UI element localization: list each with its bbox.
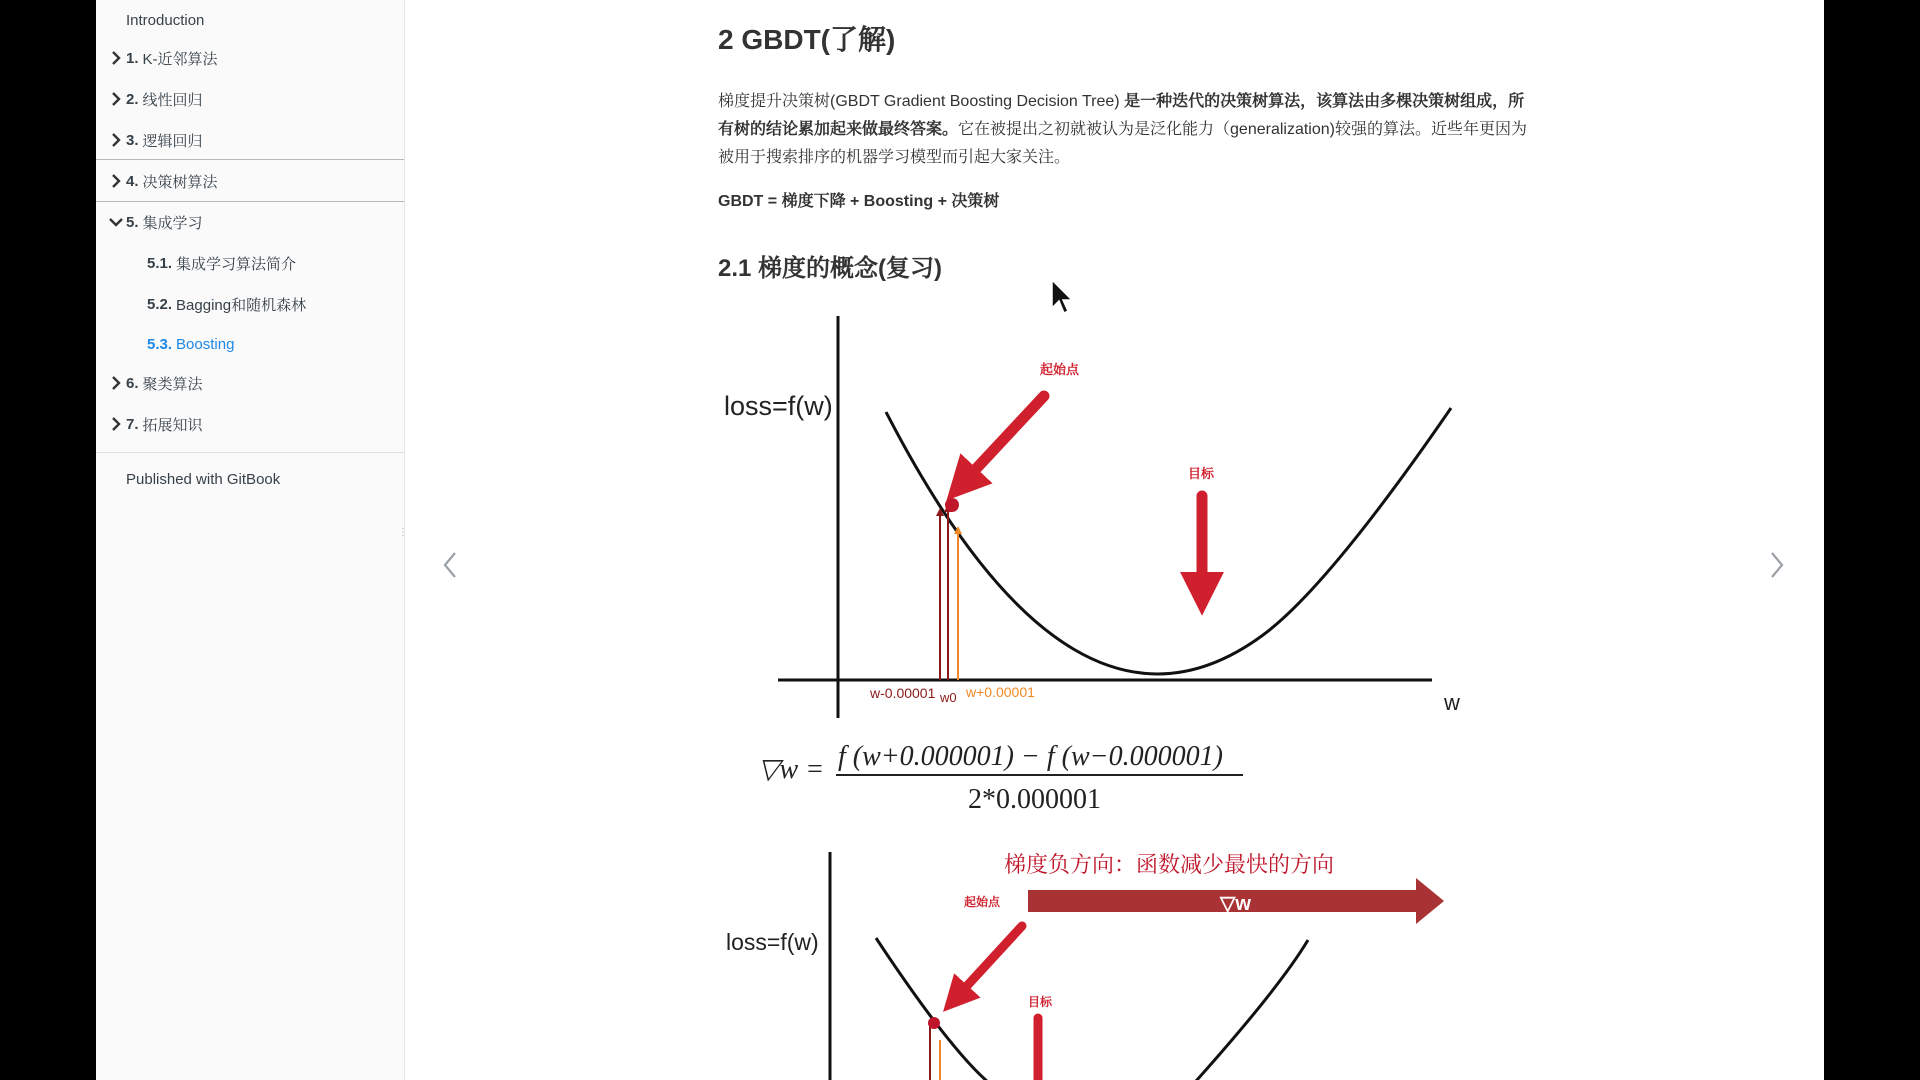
sidebar-resize-handle[interactable]: ⋮ [398, 527, 408, 538]
sidebar-item-label: 决策树算法 [142, 173, 218, 191]
chevron-right-icon[interactable] [108, 173, 124, 189]
intro-text-bold: 是一种迭代的决策树算法，该算法由多棵决策树组成，所有树的结论累加起来做最终答案。 [718, 93, 1525, 138]
chevron-right-icon[interactable] [108, 416, 124, 432]
start-point-dot [945, 498, 959, 512]
mouse-cursor-icon [1050, 278, 1074, 318]
previous-page-button[interactable] [435, 545, 465, 585]
sidebar-item-decision-tree[interactable] [96, 161, 404, 201]
chevron-down-icon[interactable] [108, 214, 124, 230]
start-point-label: 起始点 [964, 895, 1001, 909]
sidebar-item-label: K-近邻算法 [142, 50, 218, 68]
sidebar-item-number: 5.3. [147, 335, 173, 353]
sidebar-item-ensemble-learning[interactable] [96, 202, 404, 242]
sidebar-item-label: Boosting [176, 335, 235, 353]
gradient-formula [758, 741, 1243, 815]
sidebar-item-label: 集成学习 [142, 214, 203, 232]
sidebar-item-linear-regression[interactable] [96, 79, 404, 119]
w0-label: w0 [940, 690, 957, 705]
gradient-concept-figure [718, 300, 1478, 1080]
intro-text-end: 它在被提出之初就被认为是泛化能力（generalization)较强的算法。近些年更因为被用于搜索排序的机器学习模型而引起大家关注。 [718, 121, 1527, 166]
sidebar-item-introduction[interactable] [96, 0, 404, 40]
sidebar-item-ensemble-intro[interactable] [96, 243, 404, 283]
sidebar-item-number: 7. [126, 415, 139, 433]
sidebar-item-number: 5. [126, 213, 139, 231]
loss-label: loss=f(w) [726, 929, 819, 955]
loss-curve [876, 938, 998, 1080]
w-plus-label: w+0.00001 [966, 684, 1035, 700]
sidebar-item-label: Bagging和随机森林 [176, 296, 307, 314]
start-point-arrow [954, 926, 1022, 1000]
sidebar-item-label: 聚类算法 [142, 375, 203, 393]
chevron-right-icon[interactable] [108, 50, 124, 66]
chevron-right-icon[interactable] [108, 91, 124, 107]
chevron-right-icon[interactable] [108, 132, 124, 148]
gradient-denominator: 2*0.000001 [968, 784, 1101, 815]
sidebar-item-number: 4. [126, 172, 139, 190]
published-with-gitbook-link[interactable] [96, 459, 404, 499]
sidebar-footer-label: Published with GitBook [126, 470, 281, 488]
sidebar-item-logistic-regression[interactable] [96, 120, 404, 160]
upper-plot [724, 316, 1460, 718]
sidebar-item-label: 线性回归 [142, 91, 203, 109]
sidebar-item-number: 3. [126, 131, 139, 149]
target-label: 目标 [1028, 995, 1053, 1009]
subsection-title: 2.1 梯度的概念(复习) [718, 255, 943, 282]
chevron-left-icon [442, 551, 458, 579]
sidebar-item-label: 逻辑回归 [142, 132, 203, 150]
start-point-label: 起始点 [1040, 362, 1080, 377]
negative-gradient-caption: 梯度负方向：函数减少最快的方向 [1004, 852, 1335, 877]
loss-curve-right [1188, 940, 1308, 1080]
sidebar-item-number: 5.1. [147, 254, 173, 272]
sidebar-item-label: 拓展知识 [142, 416, 203, 434]
lower-plot [726, 852, 1444, 1080]
gradient-symbol: ▽w = [758, 754, 825, 785]
sidebar-divider [96, 159, 404, 160]
sidebar-item-number: 5.2. [147, 295, 173, 313]
w-minus-label: w-0.00001 [870, 685, 936, 701]
start-point-arrow [960, 396, 1044, 486]
sidebar-item-number: 2. [126, 90, 139, 108]
sidebar-item-boosting[interactable] [96, 324, 404, 364]
sidebar-item-label: 集成学习算法简介 [176, 255, 297, 273]
sidebar-item-number: 6. [126, 374, 139, 392]
gradient-numerator: f (w+0.000001) − f (w−0.000001) [838, 741, 1223, 772]
sidebar [96, 0, 408, 1080]
gradient-arrow-label: ▽w [1220, 893, 1251, 915]
target-label: 目标 [1188, 466, 1215, 481]
start-point-dot [928, 1017, 940, 1029]
sidebar-item-clustering[interactable] [96, 363, 404, 403]
loss-curve [886, 408, 1451, 674]
section-title: 2 GBDT(了解) [718, 24, 896, 55]
intro-text-start: 梯度提升决策树(GBDT Gradient Boosting Decision Tree) [718, 93, 1125, 110]
sidebar-item-bagging[interactable] [96, 284, 404, 324]
sidebar-item-number: 1. [126, 49, 139, 67]
gbdt-formula: GBDT = 梯度下降 + Boosting + 决策树 [718, 193, 1000, 210]
sidebar-item-label: Introduction [126, 11, 205, 29]
sidebar-divider [96, 452, 404, 453]
w-axis-label: w [1444, 690, 1460, 715]
chevron-right-icon [1769, 551, 1785, 579]
gitbook-app [96, 0, 1824, 1080]
sidebar-item-knn[interactable] [96, 38, 404, 78]
chevron-right-icon[interactable] [108, 375, 124, 391]
loss-label: loss=f(w) [724, 391, 833, 421]
intro-paragraph [718, 88, 1538, 172]
next-page-button[interactable] [1762, 545, 1792, 585]
sidebar-item-extended-knowledge[interactable] [96, 404, 404, 444]
